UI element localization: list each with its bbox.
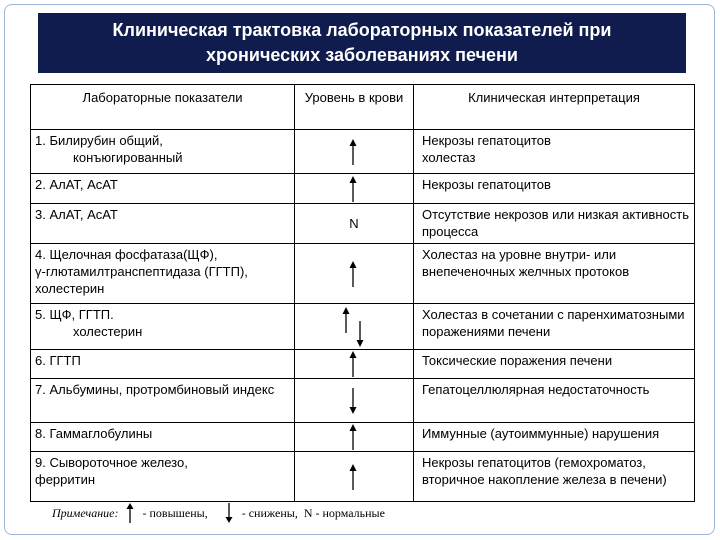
interpretation-cell: Холестаз на уровне внутри- или внепеченочных желчных протоков: [414, 244, 695, 304]
arrow-up-icon: [348, 463, 360, 491]
table-row: [31, 350, 695, 379]
footnote-down: - снижены,: [241, 505, 298, 520]
indicator-cell: [31, 174, 295, 204]
indicator-cell: [31, 423, 295, 452]
arrow-up-icon: [348, 423, 360, 451]
footnote-normal: N - нормальные: [303, 505, 385, 520]
indicator-line-2: холестерин: [73, 324, 143, 339]
interpretation-cell: Гепатоцеллюлярная недостаточность: [414, 379, 695, 423]
arrow-down-icon: [355, 320, 367, 348]
arrow-up-icon: [341, 306, 353, 348]
level-cell: [295, 350, 414, 379]
header-interpretation: Клиническая интерпретация: [414, 85, 695, 130]
arrow-up-icon: [348, 350, 360, 378]
indicator-line-1: 1. Билирубин общий,: [35, 133, 163, 148]
indicator-line-1: 2. АлАТ, АсАТ: [35, 177, 118, 192]
table-row: [31, 423, 695, 452]
level-cell: [295, 452, 414, 502]
indicator-line-1: 3. АлАТ, АсАТ: [35, 207, 118, 222]
indicator-line-2: γ-глютамилтранспептидаза (ГГТП), холестерин: [35, 264, 248, 296]
level-cell: [295, 379, 414, 423]
title-line-2: хронических заболеваниях печени: [206, 45, 518, 65]
level-cell: [295, 423, 414, 452]
arrow-up-icon: [348, 260, 360, 288]
indicator-line-2: ферритин: [35, 472, 96, 487]
arrow-down-icon: [348, 387, 360, 415]
interpretation-cell: Некрозы гепатоцитов холестаз: [414, 130, 695, 174]
indicator-cell: [31, 244, 295, 304]
indicator-line-1: 5. ЩФ, ГГТП.: [35, 307, 114, 322]
interpretation-cell: Некрозы гепатоцитов: [414, 174, 695, 204]
indicator-line-1: 8. Гаммаглобулины: [35, 426, 153, 441]
arrow-up-icon: [348, 175, 360, 203]
footnote: [52, 502, 385, 524]
table-row: [31, 452, 695, 502]
interpretation-cell: Отсутствие некрозов или низкая активность процесса: [414, 204, 695, 244]
level-cell: [295, 130, 414, 174]
interpretation-cell: Иммунные (аутоиммунные) нарушения: [414, 423, 695, 452]
indicator-cell: [31, 379, 295, 423]
interpretation-cell: Холестаз в сочетании с паренхиматозными поражениями печени: [414, 304, 695, 350]
indicator-cell: [31, 204, 295, 244]
table-row: [31, 379, 695, 423]
indicator-line-1: 9. Сывороточное железо,: [35, 455, 188, 470]
table-row: [31, 174, 695, 204]
interpretation-cell: Некрозы гепатоцитов (гемохроматоз, вторичное накопление железа в печени): [414, 452, 695, 502]
lab-table: [30, 84, 695, 502]
indicator-cell: [31, 350, 295, 379]
header-indicators: Лабораторные показатели: [31, 85, 295, 130]
table-row: [31, 204, 695, 244]
level-cell: [295, 174, 414, 204]
table-row: [31, 304, 695, 350]
table-row: [31, 244, 695, 304]
level-cell: [295, 304, 414, 350]
arrow-up-icon: [348, 138, 360, 166]
arrow-down-icon: [224, 502, 236, 524]
level-normal: N: [349, 216, 359, 231]
arrow-up-icon: [125, 502, 137, 524]
indicator-line-2: конъюгированный: [73, 150, 183, 165]
indicator-cell: [31, 130, 295, 174]
footnote-label: Примечание:: [52, 505, 119, 520]
header-level: Уровень в крови: [295, 85, 414, 130]
indicator-line-1: 7. Альбумины, протромбиновый индекс: [35, 382, 275, 397]
indicator-cell: [31, 304, 295, 350]
table-row: [31, 130, 695, 174]
level-cell: [295, 244, 414, 304]
indicator-line-1: 4. Щелочная фосфатаза(ЩФ),: [35, 247, 218, 262]
table-header-row: [31, 85, 695, 130]
level-cell: [295, 204, 414, 244]
title-line-1: Клиническая трактовка лабораторных показателей при: [112, 20, 612, 40]
indicator-line-1: 6. ГГТП: [35, 353, 81, 368]
interpretation-cell: Токсические поражения печени: [414, 350, 695, 379]
indicator-cell: [31, 452, 295, 502]
slide-title: [38, 13, 686, 73]
footnote-up: - повышены,: [142, 505, 208, 520]
